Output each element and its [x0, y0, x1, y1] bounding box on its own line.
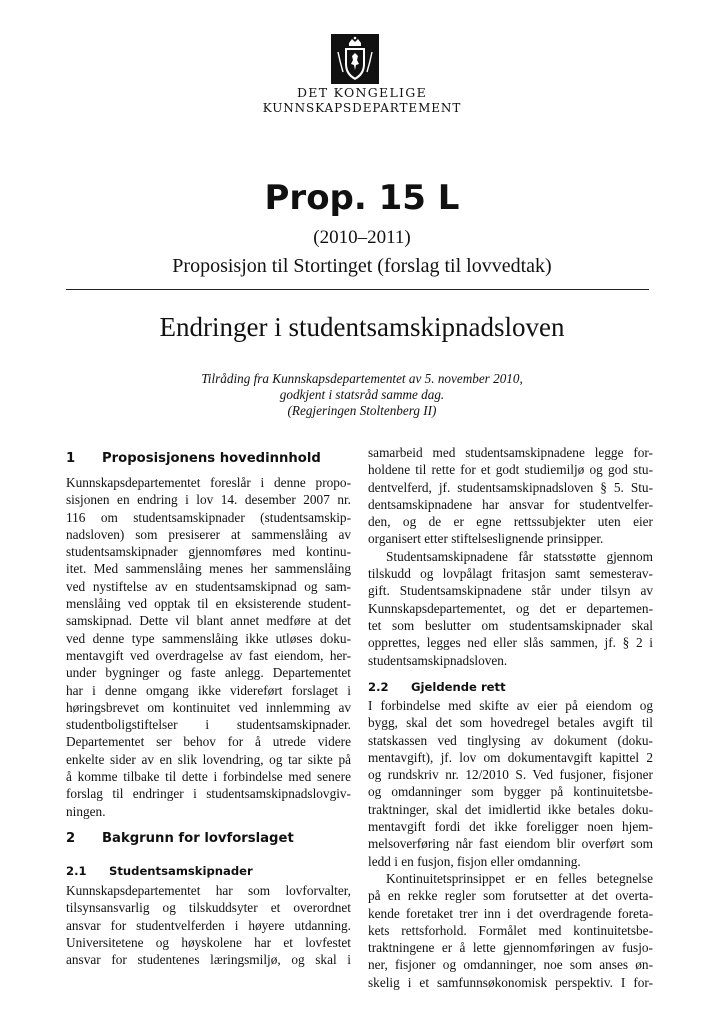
text-line: tet som beslutter om studentsamskipnader skal — [368, 617, 653, 633]
text-line: holdene til rette for et godt studiemiljø og god stu- — [368, 462, 653, 478]
text-line: Kunnskapsdepartementet foreslår i denne propo- — [66, 475, 351, 490]
subsection-title: Gjeldende rett — [411, 680, 506, 694]
section1-paragraph — [66, 474, 351, 820]
text-line: å komme tilbake til dette i forbindelse med senere — [66, 769, 351, 785]
text-line: 116 om studentsamskipnader (studentsamskip- — [66, 509, 351, 525]
department-name-line1: DET KONGELIGE — [296, 85, 427, 100]
text-line: bygg, skal det som hovedregel betales avgift til — [368, 715, 653, 731]
text-line: sisjonen en endring i lov 14. desember 2007 nr. — [66, 492, 351, 508]
text-line: samskipnad. Dette vil blant annet medføre at det — [66, 613, 351, 629]
subsection-number: 2.1 — [66, 864, 87, 878]
text-line: ved denne type sammenslåing ikke utløses doku- — [66, 630, 351, 646]
text-line: Studentsamskipnadene får statsstøtte gjennom — [386, 548, 653, 564]
text-line: Kunnskapsdepartementet har som lovforvalter, — [66, 883, 351, 898]
section-heading — [66, 831, 294, 846]
text-line: under bygninger og faste anlegg. Departementet — [66, 665, 351, 681]
text-line: mentavgift fordi det ikke foreligger noen hjem- — [368, 819, 653, 835]
text-line: ansvar for studentvelferden i høyere utdanning. — [66, 917, 351, 933]
section22-paragraph — [368, 697, 653, 991]
subsection-heading — [66, 864, 253, 878]
text-line: ningen. — [66, 803, 106, 819]
text-line: skelig i et samfunnsøkonomisk perspektiv. I for- — [368, 974, 653, 990]
text-line: kende foretaket trer inn i det overdragende foreta- — [368, 905, 653, 921]
text-line: ansvar for studentenes læringsmiljø, og skal i — [66, 952, 351, 968]
text-line: traktninger, skal det imidlertid ikke betales doku- — [368, 801, 653, 817]
document-title: Endringer i studentsamskipnadsloven — [159, 312, 565, 342]
text-line: opprettes, legges ned eller slås sammen, jf. § 2 i — [368, 635, 653, 651]
approval-line: godkjent i statsråd samme dag. — [279, 387, 445, 402]
approval-line: Tilråding fra Kunnskapsdepartementet av 5. november 2010, — [201, 371, 523, 386]
text-line: dentvelferd, jf. studentsamskipnadsloven § 5. Stu- — [368, 479, 653, 495]
section-number: 1 — [66, 451, 76, 466]
text-line: nadsloven) som presiserer at sammenslåing av — [66, 526, 351, 542]
text-line: menslåing ved opptak til en eksisterende student- — [66, 596, 351, 612]
department-name-line2: KUNNSKAPSDEPARTEMENT — [262, 101, 462, 115]
text-line: tilsynsansvarlig og tilskuddsyter et overordnet — [66, 900, 351, 916]
text-line: mentavgift), jf. lov om dokumentavgift kapittel 2 — [368, 749, 653, 765]
left-column — [66, 0, 351, 1024]
text-line: I forbindelse med skifte av eier på eiendom og — [368, 698, 653, 713]
approval-line: (Regjeringen Stoltenberg II) — [287, 403, 437, 418]
subsection-number: 2.2 — [368, 680, 389, 694]
text-line: og rundskriv nr. 12/2010 S. Ved fusjoner, fisjoner — [368, 767, 653, 783]
text-line: ledd i en fusjon, fisjon eller omdanning. — [368, 853, 581, 869]
text-line: kets rettsforhold. Formålet med kontinuitetsbe- — [368, 922, 653, 938]
text-line: studentsamskipnadsloven. — [368, 652, 508, 668]
text-line: samarbeid med studentsamskipnadene legge for- — [368, 445, 653, 460]
text-line: gift. Studentsamskipnadene står under tilsyn av — [368, 583, 653, 599]
subsection-heading — [368, 680, 506, 694]
section-title: Bakgrunn for lovforslaget — [102, 831, 294, 846]
section-title: Proposisjonens hovedinnhold — [102, 451, 321, 466]
text-line: traktningene er å lette gjennomføringen av fusjo- — [368, 940, 653, 956]
subsection-title: Studentsamskipnader — [109, 864, 253, 878]
text-line: mentavgift ved overdragelse av fast eiendom, her- — [66, 647, 351, 663]
text-line: melsoverføring når fast eiendom blir overført som — [368, 836, 653, 852]
proposition-number: Prop. 15 L — [264, 178, 460, 218]
text-line: statskassen ved tinglysing av dokument (doku- — [368, 732, 653, 748]
section-number: 2 — [66, 831, 76, 846]
text-line: dentsamskipnadene har ansvar for studentvelfer- — [368, 496, 653, 512]
text-line: Kontinuitetsprinsippet er en felles betegnelse — [386, 870, 653, 886]
text-line: Universitetene og høyskolene har et lovfestet — [66, 934, 351, 950]
section-heading — [66, 451, 321, 466]
text-line: itet. Med sammenslåing menes her sammenslåing — [66, 561, 351, 577]
text-line: og omdanninger som bygger på kontinuitetsbe- — [368, 784, 653, 800]
text-line: Kunnskapsdepartementet, og det er departemen- — [368, 600, 653, 616]
text-line: enkelte sider av en slik lovendring, og tar sikte på — [66, 751, 351, 767]
section21-paragraph — [66, 882, 351, 968]
text-line: studentboligstiftelser i studentsamskipnader. — [66, 717, 351, 733]
text-line: den, og de er egne rettssubjekter uten eier — [368, 514, 653, 530]
document-subtitle: Proposisjon til Stortinget (forslag til lovvedtak) — [172, 255, 552, 277]
text-line: forslag til endringer i studentsamskipnadslovgiv- — [66, 786, 351, 802]
text-line: ner, fisjoner og omdanninger, noe som anses øn- — [368, 957, 653, 973]
text-line: på en rekke regler som forutsetter at det overta- — [368, 888, 653, 904]
section21-paragraph-cont — [368, 444, 653, 669]
text-line: organisert etter stiftelseslignende prinsipper. — [368, 531, 604, 547]
text-line: studentsamskipnader gjennomføres med kontinu- — [66, 544, 351, 560]
text-line: har i denne omgang ikke videreført forslaget i — [66, 682, 351, 698]
text-line: Departementet ser behov for å utrede videre — [66, 734, 351, 750]
text-line: ved nystiftelse av en studentsamskipnad og sam- — [66, 578, 351, 594]
text-line: høringsbrevet om kontinuitet ved innlemming av — [66, 699, 351, 715]
text-line: tilskudd og lovpålagt fritasjon samt semesterav- — [368, 566, 653, 582]
session-years: (2010–2011) — [313, 227, 411, 248]
right-column — [368, 0, 653, 1024]
